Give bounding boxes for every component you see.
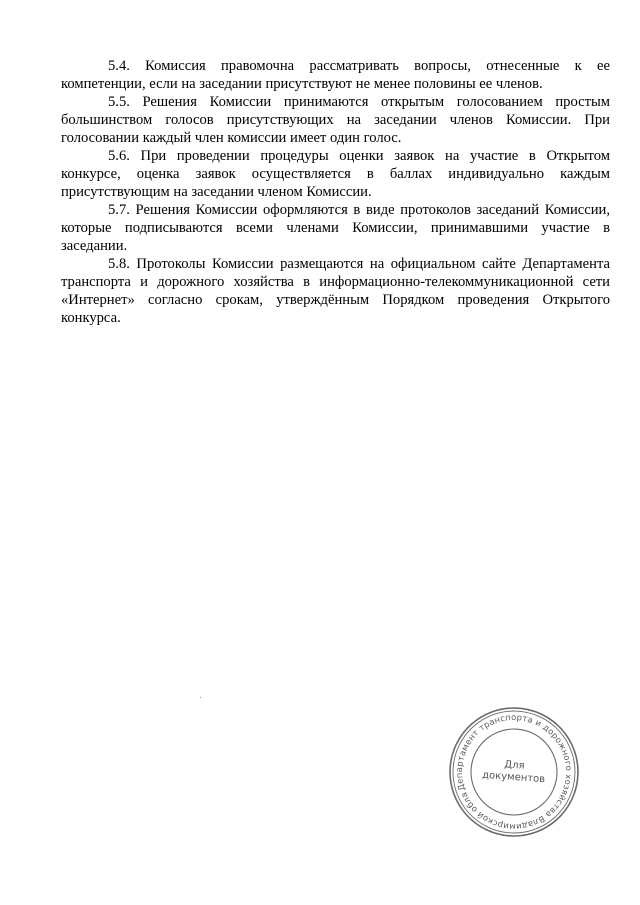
stamp-center-line2: документов (481, 769, 546, 786)
seal-stamp (447, 705, 581, 839)
stamp-ring-text: Департамент транспорта и дорожного хозяйства Владимирской области (453, 711, 575, 833)
paragraph-5-5: 5.5. Решения Комиссии принимаются открытым голосованием простым большинством голосов присутствующих на заседании членов Комиссии. При голосовании каждый член комиссии имеет один голос. (61, 94, 610, 146)
stamp-center-line1: Для (503, 759, 525, 772)
paragraph-5-4: 5.4. Комиссия правомочна рассматривать вопросы, отнесенные к ее компетенции, если на заседании присутствуют не менее половины ее членов. (61, 58, 610, 92)
document-body (61, 57, 610, 327)
paragraph-5-8: 5.8. Протоколы Комиссии размещаются на официальном сайте Департамента транспорта и дорожного хозяйства в информационно-телекоммуникационной сети «Интернет» согласно срокам, утверждённым Порядком проведения Открытого конкурса. (61, 256, 610, 326)
paragraph-5-6: 5.6. При проведении процедуры оценки заявок на участие в Открытом конкурсе, оценка заявок осуществляется в баллах индивидуально каждым присутствующим на заседании членом Комиссии. (61, 148, 610, 200)
paragraph-5-7: 5.7. Решения Комиссии оформляются в виде протоколов заседаний Комиссии, которые подписываются всеми членами Комиссии, принимавшими участие в заседании. (61, 202, 610, 254)
scan-artifact-dot (200, 697, 201, 698)
stamp-center-text (442, 700, 585, 843)
